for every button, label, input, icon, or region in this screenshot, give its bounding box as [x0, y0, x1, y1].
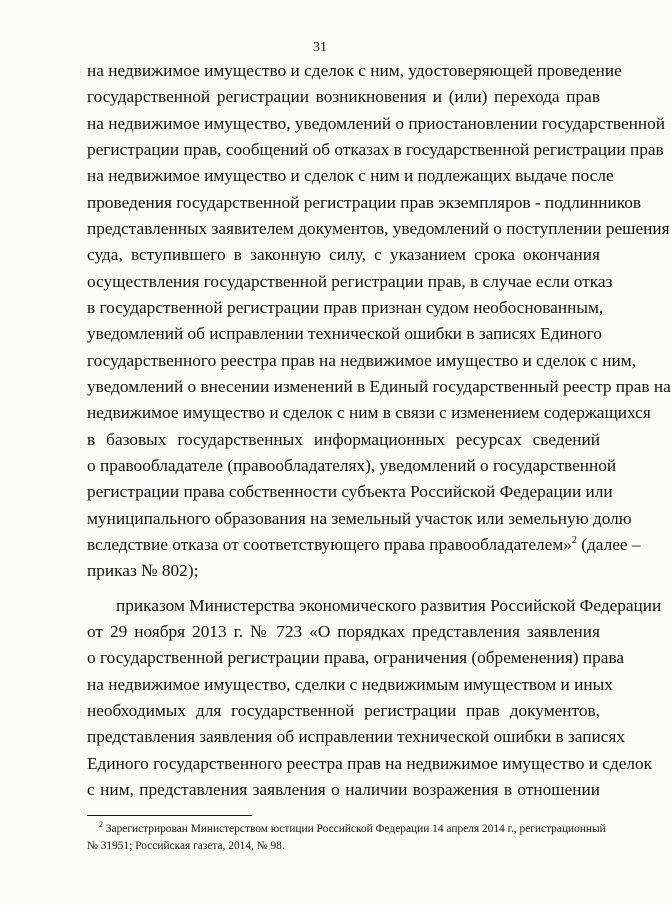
text-line: необходимых для государственной регистрации прав документов, — [87, 700, 600, 720]
page-number: 31 — [313, 40, 327, 55]
text-line: государственной регистрации возникновения и (или) перехода прав — [87, 87, 600, 107]
footnote-separator — [87, 815, 252, 816]
text-line: от 29 ноября 2013 г. № 723 «О порядках представления заявления — [87, 621, 600, 641]
footnote-reference: 2 — [571, 535, 577, 547]
text-line: недвижимое имущество и сделок с ним в связи с изменением содержащихся — [87, 403, 651, 423]
text-line-with-footnote — [87, 532, 641, 558]
text-line: представления заявления об исправлении технической ошибки в записях — [87, 727, 625, 747]
text-fragment: вследствие отказа от соответствующего права правообладателем» — [87, 534, 572, 554]
footnote-line — [87, 820, 606, 838]
text-line: регистрации прав, сообщений об отказах в государственной регистрации прав — [87, 139, 664, 159]
text-line: на недвижимое имущество, сделки с недвижимым имуществом и иных — [87, 674, 613, 694]
body-text — [87, 58, 671, 803]
text-line: проведения государственной регистрации прав экземпляров - подлинников — [87, 192, 642, 212]
text-line: на недвижимое имущество и сделок с ним и подлежащих выдаче после — [87, 166, 614, 186]
text-line: в базовых государственных информационных ресурсах сведений — [87, 429, 600, 449]
text-line: приказ № 802); — [87, 561, 199, 581]
footnote-mark: 2 — [99, 820, 103, 830]
text-line: представленных заявителем документов, уведомлений о поступлении решения — [87, 218, 670, 238]
text-line: в государственной регистрации прав признан судом необоснованным, — [87, 297, 604, 317]
text-line: регистрации права собственности субъекта Российской Федерации или — [87, 482, 613, 502]
text-line: о государственной регистрации права, ограничения (обременения) права — [87, 648, 625, 668]
footnote-text: Зарегистрирован Министерством юстиции Российской Федерации 14 апреля 2014 г., регистрационный — [103, 823, 606, 835]
text-fragment: (далее – — [576, 534, 641, 554]
text-line: суда, вступившего в законную силу, с указанием срока окончания — [87, 245, 600, 265]
text-line: о правообладателе (правообладателях), уведомлений о государственной — [87, 455, 617, 475]
text-line: с ним, представления заявления о наличии возражения в отношении — [87, 779, 600, 799]
footnote-line: № 31951; Российская газета, 2014, № 98. — [87, 840, 285, 852]
footnote — [87, 820, 606, 855]
text-line: Единого государственного реестра прав на недвижимое имущество и сделок — [87, 753, 653, 773]
text-line: государственного реестра прав на недвижимое имущество и сделок с ним, — [87, 350, 637, 370]
text-line: на недвижимое имущество, уведомлений о приостановлении государственной — [87, 113, 666, 133]
text-line: приказом Министерства экономического развития Российской Федерации — [116, 595, 662, 615]
text-line: уведомлений о внесении изменений в Единый государственный реестр прав на — [87, 376, 671, 396]
text-line: на недвижимое имущество и сделок с ним, удостоверяющей проведение — [87, 61, 622, 80]
text-line: муниципального образования на земельный участок или земельную долю — [87, 508, 632, 528]
text-line: осуществления государственной регистрации прав, в случае если отказ — [87, 271, 613, 291]
text-line: уведомлений об исправлении технической ошибки в записях Единого — [87, 324, 602, 344]
